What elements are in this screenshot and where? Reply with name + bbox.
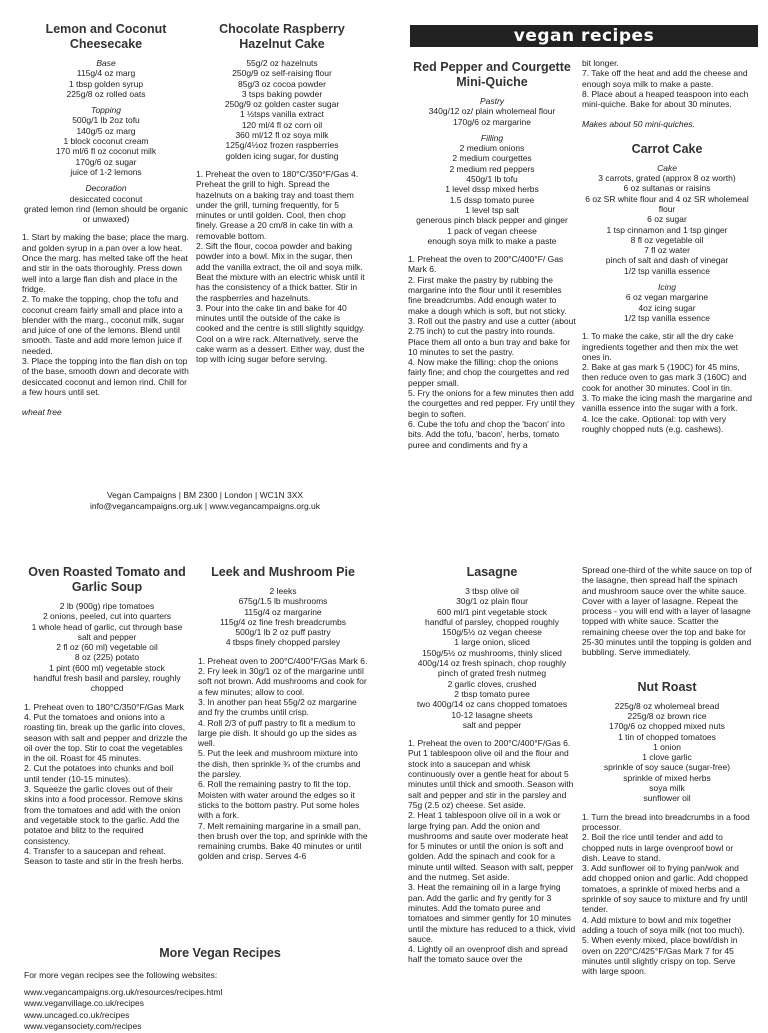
ingredient: handful fresh basil and parsley, roughly chopped <box>33 673 181 694</box>
vegan-recipes-banner: vegan recipes <box>410 25 758 47</box>
ingredient: 6 oz SR white flour and 4 oz SR wholemeal flour <box>585 193 749 214</box>
method-step: bit longer. <box>582 58 619 68</box>
method-step: 1. Preheat oven to 180°C/350°F/Gas Mark 4. Put the tomatoes and onions into a roasting tin, break up the garlic into cloves, season with salt and pepper and drizzle the oil over the top. Stir to coat the vegetables in the oil. Roast for 45 minutes. <box>24 701 188 764</box>
ingredient: 4 tbsps finely chopped parsley <box>225 637 341 648</box>
ingredient: 6 oz sultanas or raisins <box>623 183 711 194</box>
method-step: 2. Cut the potatoes into chunks and boil until tender (10-15 minutes). <box>24 763 174 784</box>
method-text <box>196 169 368 365</box>
ingredient: 2 fl oz (60 ml) vegetable oil <box>56 642 158 653</box>
section-label: Base <box>96 58 116 68</box>
ingredient: 1/2 tsp vanilla essence <box>624 265 710 276</box>
ingredient: juice of 1-2 lemons <box>70 166 142 177</box>
recipe-title: Nut Roast <box>637 679 697 694</box>
lasagne-recipe <box>408 565 576 1024</box>
lemon-cheesecake-recipe <box>22 22 190 472</box>
ingredient: pinch of grated fresh nutmeg <box>437 668 547 679</box>
ingredient: 1 level tsp salt <box>465 204 519 215</box>
method-step: 4. Roll 2/3 of puff pastry to fit a medium to large pie dish. It should go up the sides as well. <box>198 717 357 749</box>
section-label: Filling <box>480 132 504 143</box>
ingredient: 125g/4½oz frozen raspberries <box>225 140 339 151</box>
recipe-website-link[interactable]: www.vegansociety.com/recipes <box>24 1021 142 1031</box>
method-step: 3. Heat the remaining oil in a large frying pan. Add the garlic and fry gently for 3 minutes. Add the tomato puree and tomatoes and simmer gently for 10 minutes until the mixture has reduced to a thick, vivid sauce. <box>408 882 576 944</box>
ingredient-list <box>582 292 752 323</box>
ingredient: pinch of salt and dash of vinegar <box>605 255 729 266</box>
ingredient-list <box>582 701 752 804</box>
method-text <box>24 702 190 867</box>
ingredient: sunflower oil <box>643 793 691 804</box>
ingredient: 3 tbsp olive oil <box>465 586 519 596</box>
ingredient: 1 tsp cinnamon and 1 tsp ginger <box>606 224 728 235</box>
method-step: 4. Transfer to a saucepan and reheat. Season to taste and stir in the fresh herbs. <box>24 845 184 867</box>
recipe-title: Oven Roasted Tomato and Garlic Soup <box>28 565 186 594</box>
ingredient: 1 block coconut cream <box>63 136 149 147</box>
method-step: 3. To make the icing mash the margarine and vanilla essence into the sugar with a fork. <box>582 393 752 414</box>
ingredient-list <box>582 173 752 276</box>
ingredient: 140g/5 oz marg <box>76 125 136 136</box>
ingredient: 4oz icing sugar <box>638 302 696 313</box>
ingredient: 250g/9 oz golden caster sugar <box>224 99 340 110</box>
quiche-method-continued <box>582 58 752 109</box>
ingredient: 6 oz sugar <box>647 214 687 225</box>
method-step: 3. Place the topping into the flan dish on top of the base, smooth down and decorate with desiccated coconut and lemon rind. Chill for a few hours until set. <box>22 356 189 397</box>
ingredient: 170g/6 oz chopped mixed nuts <box>609 721 725 732</box>
ingredient: 340g/12 oz/ plain wholemeal flour <box>428 106 556 117</box>
ingredient-list <box>22 194 190 225</box>
ingredient-list <box>196 58 368 161</box>
ingredient: 1 tbsp golden syrup <box>68 78 144 89</box>
method-step: 4. Lightly oil an ovenproof dish and spread half the tomato sauce over the <box>408 944 568 965</box>
ingredient: 120 ml/4 fl oz corn oil <box>241 119 323 130</box>
recipe-title: Lemon and Coconut Cheesecake <box>45 22 167 51</box>
section-label: Cake <box>657 162 677 173</box>
ingredient: golden icing sugar, for dusting <box>225 150 339 161</box>
yield-note: Makes about 50 mini-quiches. <box>582 119 695 130</box>
ingredient: 1/2 tsp vanilla essence <box>624 312 710 323</box>
ingredient: 2 medium onions <box>459 143 525 154</box>
method-step: 1. Preheat the oven to 180°C/350°F/Gas 4. Preheat the grill to high. Spread the hazelnuts on a baking tray and toast them under the grill, turning frequently, for 5 minutes or until golden. Cool, then chop finely. Grease a 20 cm/8 in cake tin with a removable bottom. <box>196 168 359 241</box>
ingredient: 115g/4 oz marg <box>76 68 136 79</box>
ingredient: 1 pack of vegan cheese <box>447 225 537 236</box>
ingredient: 170 ml/6 fl oz coconut milk <box>55 146 157 157</box>
ingredient: 360 ml/12 fl oz soya milk <box>235 130 329 141</box>
ingredient: 500g/1 lb 2 oz puff pastry <box>235 627 331 638</box>
recipe-website-link[interactable]: www.uncaged.co.uk/recipes <box>24 1009 130 1020</box>
section-label: Pastry <box>479 96 505 106</box>
ingredient-list <box>24 601 190 694</box>
method-text <box>408 738 576 965</box>
ingredient: sprinkle of mixed herbs <box>623 772 711 783</box>
method-step: 4. Add mixture to bowl and mix together adding a touch of soya milk (not too much). <box>582 914 745 935</box>
method-step: 2. Sift the flour, cocoa powder and baking powder into a bowl. Mix in the sugar, then add the vanilla extract, the oil and soya milk. Beat the mixture with an electric whisk until it has the consistency of a thick batter. Stir in the raspberries and hazelnuts. <box>196 241 365 303</box>
ingredient: 115g/4 oz fine fresh breadcrumbs <box>220 616 346 627</box>
section-label: Icing <box>658 282 676 293</box>
ingredient: generous pinch black pepper and ginger <box>416 215 568 226</box>
ingredient-list <box>22 115 190 177</box>
ingredient: 500g/1 lb 2oz tofu <box>72 115 140 126</box>
ingredient: 150g/5½ oz mushrooms, thinly sliced <box>422 647 562 658</box>
address-line: Vegan Campaigns | BM 2300 | London | WC1N 3XX <box>106 490 304 500</box>
ingredient-list <box>408 106 576 127</box>
ingredient: 170g/6 oz sugar <box>75 156 137 167</box>
method-step: 2. Heat 1 tablespoon olive oil in a wok or large frying pan. Add the onion and mushrooms and saute over moderate heat for 5 minutes or until the onion is soft and golden. Add the spinach and cook for a minute until wilted. Season with salt, pepper and the nutmeg. Set aside. <box>408 810 574 883</box>
method-step: 1. Preheat the oven to 200°C/400°F/Gas 6. Put 1 tablespoon olive oil and the flour and stock into a saucepan and whisk continuously over a gentle heat for about 5 minutes until thick and smooth. Season with salt and pepper and stir in the parsley and 75g (2.5 oz) cheese. Set aside. <box>408 738 574 810</box>
recipe-title: Red Pepper and Courgette Mini-Quiche <box>413 60 571 89</box>
leek-pie-recipe <box>198 565 368 935</box>
recipe-title: Lasagne <box>466 565 518 579</box>
method-step: 7. Melt remaining margarine in a small pan, then brush over the top, and sprinkle with the remaining crumbs. Bake 40 minutes or until golden and crisp. Serves 4-6 <box>198 820 368 862</box>
method-step: 3. In another pan heat 55g/2 oz margarine and fry the crumbs until crisp. <box>198 696 357 718</box>
method-step: 1. To make the cake, stir all the dry cake ingredients together and then mix the wet ones in. <box>582 331 738 362</box>
ingredient: 1.5 dssp tomato puree <box>449 194 535 205</box>
recipe-title: Carrot Cake <box>631 141 703 156</box>
recipe-website-link[interactable]: www.vegancampaigns.org.uk/resources/recipes.html <box>24 986 223 997</box>
ingredient: 225g/8 oz brown rice <box>627 710 707 721</box>
method-step: 2. To make the topping, chop the tofu and coconut cream fairly small and place into a blender with the marg., coconut milk, sugar and juice of one of the lemons. Blend until smooth. Taste and add more lemon juice if needed. <box>22 294 185 356</box>
ingredient: 6 oz vegan margarine <box>625 292 709 303</box>
tomato-soup-recipe <box>24 565 190 935</box>
method-text <box>582 331 752 434</box>
ingredient: 30g/1 oz plain flour <box>456 596 528 607</box>
method-step: 1. Preheat oven to 200°C/400°F/Gas Mark 6. <box>198 655 368 666</box>
ingredient: sprinkle of soy sauce (sugar-free) <box>603 762 731 773</box>
ingredient: 225g/8 oz rolled oats <box>66 88 146 99</box>
ingredient: 150g/5½ oz vegan cheese <box>442 627 542 638</box>
ingredient: 1 tin of chopped tomatoes <box>618 731 716 742</box>
ingredient: 7 fl oz water <box>644 245 690 256</box>
ingredient: 2 medium courgettes <box>452 153 532 164</box>
ingredient: 8 fl oz vegetable oil <box>630 234 704 245</box>
section-label: Topping <box>91 105 121 116</box>
ingredient-list <box>408 586 576 730</box>
ingredient-list <box>408 143 576 246</box>
method-step: 3. Squeeze the garlic cloves out of their skins into a food processor. Remove skins from the tomatoes and add with the onion and vegetable stock to the garlic. Add the potatoe and blitz to the required consistency. <box>24 784 183 846</box>
ingredient: 1 ½tsps vanilla extract <box>239 109 325 120</box>
email-web-line: info@vegancampaigns.org.uk | www.vegancampaigns.org.uk <box>89 501 321 511</box>
ingredient: 450g/1 lb tofu <box>466 174 518 185</box>
ingredient: 55g/2 oz hazelnuts <box>246 58 318 68</box>
more-recipes-intro: For more vegan recipes see the following websites: <box>24 970 218 980</box>
ingredient: 170g/6 oz margarine <box>453 116 531 127</box>
ingredient: two 400g/14 oz cans chopped tomatoes <box>416 699 568 710</box>
ingredient-list <box>22 68 190 99</box>
method-step: 4. Now make the filling: chop the onions fairly fine; and chop the courgettes and red pepper small. <box>408 357 570 388</box>
ingredient: 85g/3 oz cocoa powder <box>238 78 326 89</box>
method-step: 1. Turn the bread into breadcrumbs in a food processor. <box>582 811 750 832</box>
method-step: 4. Ice the cake. Optional: top with very roughly chopped nuts (e.g. cashews). <box>582 413 727 434</box>
more-recipes-links <box>24 970 364 1033</box>
method-step: 6. Roll the remaining pastry to fit the top. Moisten with water around the edges so it sticks to the bottom pastry. Put some holes with a fork. <box>198 779 360 821</box>
method-step: 1. Start by making the base; place the marg. and golden syrup in a pan over a low heat. Once the marg. has melted take off the heat and stir in the oats thoroughly. Press down well into a large flan dish and place in the fridge. <box>22 232 189 294</box>
recipe-title: Chocolate Raspberry Hazelnut Cake <box>219 22 345 51</box>
ingredient: grated lemon rind (lemon should be organic or unwaxed) <box>24 203 188 225</box>
method-step: 2. Boil the rice until tender and add to chopped nuts in large ovenproof bowl or dish. Leave to stand. <box>582 832 734 863</box>
method-step: 5. Put the leek and mushroom mixture into the dish, then sprinkle ¾ of the crumbs and the parsley. <box>198 748 361 780</box>
ingredient: 2 lb (900g) ripe tomatoes <box>59 601 155 611</box>
ingredient: 250g/9 oz self-raising flour <box>232 68 332 79</box>
section-label: Decoration <box>85 183 127 194</box>
method-step: 3. Add sunflower oil to frying pan/wok and add chopped onion and garlic. Add chopped tomatoes, a sprinkle of mixed herbs and a sprinkle of soy sauce to mixture and fry until tender. <box>582 863 748 915</box>
ingredient-list <box>198 586 368 648</box>
ingredient: 1 whole head of garlic, cut through base <box>31 621 183 632</box>
method-step: 5. When evenly mixed, place bowl/dish in oven on 220°C/425°F/Gas Mark 7 for 45 minutes until slightly crispy on top. Serve with large spoon. <box>582 935 738 977</box>
ingredient: 2 leeks <box>269 586 297 596</box>
ingredient: 3 tsps baking powder <box>241 88 323 99</box>
ingredient: 1 large onion, sliced <box>454 637 530 648</box>
method-text <box>582 812 752 977</box>
link-list <box>24 987 364 1033</box>
ingredient: 1 pint (600 ml) vegetable stock <box>49 662 165 673</box>
ingredient: enough soya milk to make a paste <box>427 235 557 246</box>
recipe-title: Leek and Mushroom Pie <box>211 565 355 579</box>
method-step: 8. Place about a heaped teaspoon into each mini-quiche. Bake for about 30 minutes. <box>582 88 749 110</box>
method-step: 3. Pour into the cake tin and bake for 40 minutes until the outside of the cake is cooked and the centre is still slightly squidgy. Cool on a wire rack. Alternatively, serve the cake warm as a dessert. Either way, dust the top with icing sugar before serving. <box>196 302 365 365</box>
ingredient: salt and pepper <box>77 631 137 642</box>
ingredient: desiccated coconut <box>69 193 143 204</box>
ingredient: 10-12 lasagne sheets <box>451 709 533 720</box>
ingredient: 675g/1.5 lb mushrooms <box>238 596 328 607</box>
ingredient: 1 level dssp mixed herbs <box>445 184 539 195</box>
ingredient: 2 garlic cloves, crushed <box>447 678 537 689</box>
ingredient: 2 medium red peppers <box>449 163 535 174</box>
ingredient: 2 tbsp tomato puree <box>454 688 530 699</box>
ingredient: 8 oz (225) potato <box>74 652 140 663</box>
dietary-note: wheat free <box>22 407 62 418</box>
ingredient: salt and pepper <box>462 719 522 730</box>
method-text <box>408 254 576 450</box>
method-step: 5. Fry the onions for a few minutes then add the courgettes and red pepper. Fry until they begin to soften. <box>408 388 575 419</box>
method-text <box>22 232 190 397</box>
ingredient: 600 ml/1 pint vegetable stock <box>436 606 548 617</box>
method-step: 7. Take off the heat and add the cheese and enough soya milk to make a paste. <box>582 68 748 89</box>
chocolate-cake-recipe <box>196 22 368 422</box>
right-column-top <box>582 58 752 522</box>
contact-footer <box>60 490 350 512</box>
method-step: 6. Cube the tofu and chop the 'bacon' into bits. Add the tofu, 'bacon', herbs, tomato puree and condiments and fry a <box>408 418 565 450</box>
ingredient: 115g/4 oz margarine <box>244 606 322 617</box>
more-recipes-heading: More Vegan Recipes <box>159 946 281 960</box>
method-step: 3. Roll out the pastry and use a cutter (about 2.75 inch) to cut the pastry into rounds. Place them all onto a bun tray and bake for 10 minutes to set the pastry. <box>408 315 576 357</box>
ingredient: 2 onions, peeled, cut into quarters <box>42 611 172 622</box>
method-step: 2. Fry leek in 30g/1 oz of the margarine until soft not brown. Add mushrooms and cook for a few minutes; allow to cool. <box>198 666 367 697</box>
ingredient: 1 clove garlic <box>642 752 692 763</box>
method-text <box>198 656 368 862</box>
method-step: 2. First make the pastry by rubbing the margarine into the flour until it resembles fine breadcrumbs. Add enough water to make a dough which is soft, but not sticky. <box>408 274 567 316</box>
ingredient: 1 onion <box>653 741 681 752</box>
quiche-recipe <box>408 60 576 522</box>
ingredient: handful of parsley, chopped roughly <box>424 616 560 627</box>
ingredient: 225g/8 oz wholemeal bread <box>614 700 720 711</box>
ingredient: 400g/14 oz fresh spinach, chop roughly <box>417 658 567 669</box>
method-step: 2. Bake at gas mark 5 (190C) for 45 mins, then reduce oven to gas mark 3 (160C) and cook for another 30 minutes. Cool in tin. <box>582 362 747 393</box>
ingredient: soya milk <box>649 783 685 794</box>
recipe-website-link[interactable]: www.veganvillage.co.uk/recipes <box>24 998 145 1008</box>
lasagne-method-continued: Spread one-third of the white sauce on top of the lasagne, then spread half the spinach and mushroom sauce over the white sauce. Cover with a layer of lasagne. Repeat the process - you will end with a layer of lasagne topped with white sauce. Scatter the remaining cheese over the top and bake for 25-30 minutes until the topping is golden and bubbling. Serve immediately. <box>582 565 752 658</box>
method-step: 1. Preheat the oven to 200°C/400°F/ Gas Mark 6. <box>408 254 564 275</box>
right-column-bottom <box>582 565 752 1024</box>
ingredient: 3 carrots, grated (approx 8 oz worth) <box>598 173 736 184</box>
